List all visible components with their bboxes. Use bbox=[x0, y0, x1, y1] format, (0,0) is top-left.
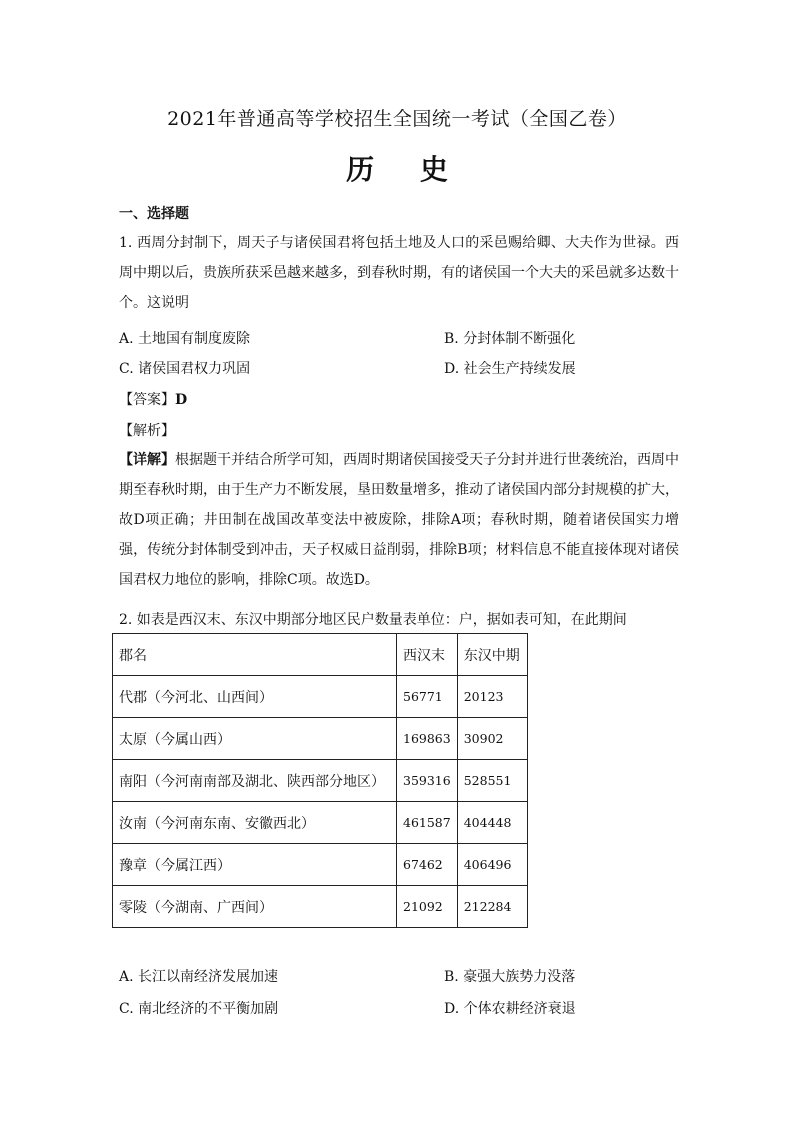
q2-option-c: C. 南北经济的不平衡加剧 bbox=[119, 1001, 279, 1017]
table-cell: 豫章（今属江西） bbox=[113, 844, 397, 886]
table-row bbox=[113, 676, 528, 718]
q1-option-a: A. 土地国有制度废除 bbox=[119, 331, 251, 347]
table-cell: 67462 bbox=[397, 844, 458, 886]
table-cell: 21092 bbox=[397, 886, 458, 928]
table-row bbox=[113, 718, 528, 760]
table-cell: 359316 bbox=[397, 760, 458, 802]
table-cell: 20123 bbox=[457, 676, 527, 718]
table-cell: 代郡（今河北、山西间） bbox=[113, 676, 397, 718]
q1-option-d: D. 社会生产持续发展 bbox=[444, 361, 576, 377]
answer-value: D bbox=[175, 392, 188, 408]
table-cell: 404448 bbox=[457, 802, 527, 844]
table-cell: 56771 bbox=[397, 676, 458, 718]
table-cell: 461587 bbox=[397, 802, 458, 844]
table-cell: 太原（今属山西） bbox=[113, 718, 397, 760]
table-cell: 30902 bbox=[457, 718, 527, 760]
q2-option-d: D. 个体农耕经济衰退 bbox=[444, 1001, 576, 1017]
question-1-stem: 1. 西周分封制下，周天子与诸侯国君将包括土地及人口的采邑赐给卿、大夫作为世禄。西周中期以后，贵族所获采邑越来越多，到春秋时期，有的诸侯国一个大夫的采邑就多达数十个。这说明 bbox=[119, 235, 679, 311]
table-cell: 169863 bbox=[397, 718, 458, 760]
header-cell: 郡名 bbox=[113, 634, 397, 676]
table-cell: 212284 bbox=[457, 886, 527, 928]
exam-title: 2021年普通高等学校招生全国统一考试（全国乙卷） bbox=[167, 108, 627, 130]
q1-option-b: B. 分封体制不断强化 bbox=[444, 331, 576, 347]
detail-tag: 【详解】 bbox=[119, 452, 175, 468]
table-row bbox=[113, 886, 528, 928]
table-cell: 528551 bbox=[457, 760, 527, 802]
analysis-tag: 【解析】 bbox=[119, 423, 175, 439]
table-row bbox=[113, 760, 528, 802]
table-cell: 零陵（今湖南、广西间） bbox=[113, 886, 397, 928]
subject-title: 历 史 bbox=[346, 153, 466, 186]
detail-text: 根据题干并结合所学可知，西周时期诸侯国接受天子分封并进行世袭统治，西周中期至春秋时期，由于生产力不断发展，垦田数量增多，推动了诸侯国内部分封规模的扩大，故D项正确；井田制在战国改革变法中被废除，排除A项；春秋时期，随着诸侯国实力增强，传统分封体制受到冲击，天子权威日益削弱，排除B项；材料信息不能直接体现对诸侯国君权力地位的影响，排除C项。故选D。 bbox=[119, 452, 679, 588]
table-cell: 汝南（今河南东南、安徽西北） bbox=[113, 802, 397, 844]
q2-option-a: A. 长江以南经济发展加速 bbox=[119, 969, 279, 985]
q2-option-b: B. 豪强大族势力没落 bbox=[444, 969, 576, 985]
table-cell: 406496 bbox=[457, 844, 527, 886]
table-header-row bbox=[113, 634, 528, 676]
question-2-stem: 2. 如表是西汉末、东汉中期部分地区民户数量表单位：户，据如表可知，在此期间 bbox=[119, 612, 627, 628]
header-cell: 东汉中期 bbox=[457, 634, 527, 676]
answer-tag: 【答案】 bbox=[119, 392, 175, 408]
q1-detail bbox=[119, 445, 679, 595]
table-cell: 南阳（今河南南部及湖北、陕西部分地区） bbox=[113, 760, 397, 802]
section-heading: 一、选择题 bbox=[119, 206, 189, 222]
table-row bbox=[113, 844, 528, 886]
household-table bbox=[112, 633, 528, 928]
q1-option-c: C. 诸侯国君权力巩固 bbox=[119, 361, 251, 377]
q1-answer bbox=[119, 389, 187, 409]
table-row bbox=[113, 802, 528, 844]
header-cell: 西汉末 bbox=[397, 634, 458, 676]
